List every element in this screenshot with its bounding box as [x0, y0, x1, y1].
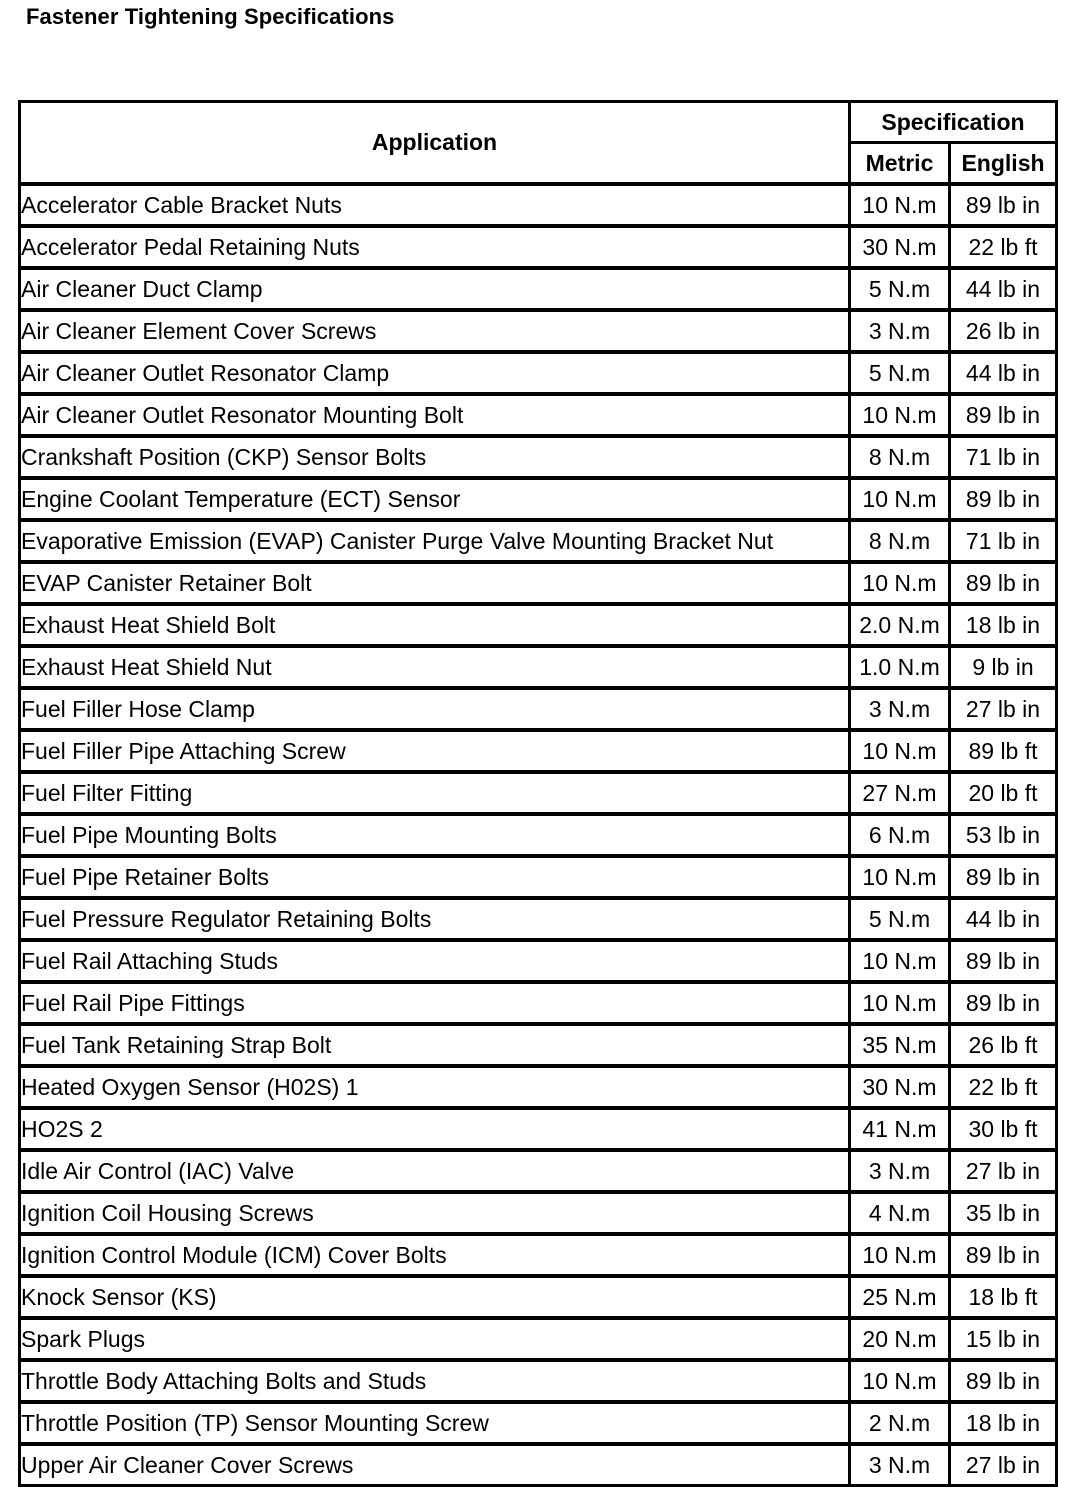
application-cell: Ignition Coil Housing Screws	[21, 1194, 851, 1236]
metric-value-cell: 30 N.m	[851, 1068, 951, 1110]
application-cell: Fuel Pipe Mounting Bolts	[21, 816, 851, 858]
metric-value-cell: 4 N.m	[851, 1194, 951, 1236]
metric-value-cell: 3 N.m	[851, 690, 951, 732]
english-value-cell: 89 lb in	[951, 564, 1055, 606]
application-cell: Throttle Body Attaching Bolts and Studs	[21, 1362, 851, 1404]
metric-value-cell: 30 N.m	[851, 228, 951, 270]
application-cell: Throttle Position (TP) Sensor Mounting Screw	[21, 1404, 851, 1446]
english-value-cell: 27 lb in	[965, 1451, 1041, 1478]
english-value-cell: 89 lb in	[951, 942, 1055, 984]
application-cell: EVAP Canister Retainer Bolt	[21, 564, 851, 606]
fastener-spec-table	[18, 100, 1058, 1487]
english-value-cell: 22 lb ft	[951, 228, 1055, 270]
english-value-cell: 89 lb in	[951, 984, 1055, 1026]
metric-value-cell: 10 N.m	[851, 564, 951, 606]
metric-value-cell: 10 N.m	[851, 984, 951, 1026]
english-value-cell: 18 lb in	[951, 606, 1055, 648]
metric-value-cell: 25 N.m	[851, 1278, 951, 1320]
table-row	[21, 732, 1055, 774]
application-cell: Fuel Filler Hose Clamp	[21, 690, 851, 732]
table-row	[21, 1404, 1055, 1446]
english-value-cell: 18 lb ft	[951, 1278, 1055, 1320]
table-row	[21, 900, 1055, 942]
metric-value-cell: 20 N.m	[851, 1320, 951, 1362]
table-row	[21, 564, 1055, 606]
metric-value-cell: 5 N.m	[851, 270, 951, 312]
table-row	[21, 1446, 1055, 1484]
metric-value-cell: 27 N.m	[851, 774, 951, 816]
english-value-cell: 89 lb in	[951, 480, 1055, 522]
application-cell: Engine Coolant Temperature (ECT) Sensor	[21, 480, 851, 522]
table-row	[21, 480, 1055, 522]
english-value-cell: 9 lb in	[951, 648, 1055, 690]
metric-value-cell: 10 N.m	[851, 1362, 951, 1404]
english-value-cell: 15 lb in	[951, 1320, 1055, 1362]
application-cell: Fuel Pressure Regulator Retaining Bolts	[21, 900, 851, 942]
english-value-cell: 26 lb ft	[951, 1026, 1055, 1068]
table-body	[21, 186, 1055, 1484]
table-row	[21, 1152, 1055, 1194]
metric-value-cell: 10 N.m	[851, 732, 951, 774]
english-value-cell: 35 lb in	[951, 1194, 1055, 1236]
table-row	[21, 1110, 1055, 1152]
english-value-cell: 89 lb ft	[951, 732, 1055, 774]
application-cell: Air Cleaner Duct Clamp	[21, 270, 851, 312]
english-value-cell: 89 lb in	[951, 396, 1055, 438]
table-header	[21, 103, 1055, 186]
metric-value-cell: 10 N.m	[851, 942, 951, 984]
table-row	[21, 270, 1055, 312]
table-row	[21, 690, 1055, 732]
application-cell: HO2S 2	[21, 1110, 851, 1152]
application-cell: Upper Air Cleaner Cover Screws	[21, 1446, 851, 1484]
application-cell: Fuel Rail Pipe Fittings	[21, 984, 851, 1026]
application-cell: Heated Oxygen Sensor (H02S) 1	[21, 1068, 851, 1110]
application-cell: Air Cleaner Element Cover Screws	[21, 312, 851, 354]
metric-value-cell: 2 N.m	[851, 1404, 951, 1446]
english-value-cell: 44 lb in	[951, 354, 1055, 396]
table-row	[21, 984, 1055, 1026]
column-header-application: Application	[21, 103, 851, 186]
application-cell: Crankshaft Position (CKP) Sensor Bolts	[21, 438, 851, 480]
application-cell: Fuel Pipe Retainer Bolts	[21, 858, 851, 900]
table-row	[21, 606, 1055, 648]
english-value-cell: 44 lb in	[951, 900, 1055, 942]
application-cell: Fuel Rail Attaching Studs	[21, 942, 851, 984]
english-value-cell: 89 lb in	[951, 1362, 1055, 1404]
table-row	[21, 1236, 1055, 1278]
metric-value-cell: 5 N.m	[851, 354, 951, 396]
metric-value-cell: 8 N.m	[851, 438, 951, 480]
english-value-cell: 20 lb ft	[951, 774, 1055, 816]
table-row	[21, 522, 1055, 564]
english-value-cell: 30 lb ft	[951, 1110, 1055, 1152]
metric-value-cell: 10 N.m	[851, 1236, 951, 1278]
metric-value-cell: 10 N.m	[851, 186, 951, 228]
metric-value-cell: 10 N.m	[851, 396, 951, 438]
metric-value-cell: 3 N.m	[851, 312, 951, 354]
table-row	[21, 858, 1055, 900]
page-title: Fastener Tightening Specifications	[26, 4, 395, 29]
table-row	[21, 1278, 1055, 1320]
application-cell: Evaporative Emission (EVAP) Canister Purge Valve Mounting Bracket Nut	[21, 522, 851, 564]
english-value-cell: 18 lb in	[951, 1404, 1055, 1446]
application-cell: Exhaust Heat Shield Nut	[21, 648, 851, 690]
english-value-cell: 44 lb in	[951, 270, 1055, 312]
english-value-cell: 89 lb in	[951, 858, 1055, 900]
metric-value-cell: 6 N.m	[851, 816, 951, 858]
application-cell: Exhaust Heat Shield Bolt	[21, 606, 851, 648]
column-header-metric: Metric	[851, 144, 951, 186]
table-row	[21, 816, 1055, 858]
metric-value-cell: 3 N.m	[851, 1152, 951, 1194]
english-value-cell: 89 lb in	[951, 1236, 1055, 1278]
english-value-cell: 27 lb in	[951, 1152, 1055, 1194]
application-cell: Accelerator Pedal Retaining Nuts	[21, 228, 851, 270]
metric-value-cell: 5 N.m	[851, 900, 951, 942]
table-row	[21, 648, 1055, 690]
table-row	[21, 1194, 1055, 1236]
column-header-specification: Specification	[851, 103, 1055, 144]
english-value-cell: 26 lb in	[951, 312, 1055, 354]
metric-value-cell: 1.0 N.m	[851, 648, 951, 690]
application-cell: Fuel Tank Retaining Strap Bolt	[21, 1026, 851, 1068]
application-cell: Fuel Filter Fitting	[21, 774, 851, 816]
application-cell: Air Cleaner Outlet Resonator Mounting Bolt	[21, 396, 851, 438]
table-row	[21, 228, 1055, 270]
english-value-cell: 71 lb in	[951, 438, 1055, 480]
application-cell: Knock Sensor (KS)	[21, 1278, 851, 1320]
table-row	[21, 312, 1055, 354]
application-cell: Accelerator Cable Bracket Nuts	[21, 186, 851, 228]
table-row	[21, 1362, 1055, 1404]
table-row	[21, 438, 1055, 480]
application-cell: Ignition Control Module (ICM) Cover Bolts	[21, 1236, 851, 1278]
metric-value-cell: 8 N.m	[851, 522, 951, 564]
application-cell: Fuel Filler Pipe Attaching Screw	[21, 732, 851, 774]
table-row	[21, 396, 1055, 438]
metric-value-cell: 10 N.m	[851, 858, 951, 900]
metric-value-cell: 35 N.m	[851, 1026, 951, 1068]
application-cell: Spark Plugs	[21, 1320, 851, 1362]
metric-value-cell: 41 N.m	[851, 1110, 951, 1152]
table-row	[21, 1068, 1055, 1110]
english-value-cell: 22 lb ft	[951, 1068, 1055, 1110]
application-cell: Air Cleaner Outlet Resonator Clamp	[21, 354, 851, 396]
metric-value-cell: 3 N.m	[851, 1446, 951, 1484]
english-value-cell: 53 lb in	[951, 816, 1055, 858]
english-value-cell: 71 lb in	[951, 522, 1055, 564]
table-row	[21, 942, 1055, 984]
table-row	[21, 1320, 1055, 1362]
column-header-english: English	[951, 144, 1055, 186]
application-cell: Idle Air Control (IAC) Valve	[21, 1152, 851, 1194]
table-row	[21, 1026, 1055, 1068]
english-value-cell: 27 lb in	[951, 690, 1055, 732]
table-row	[21, 774, 1055, 816]
table-row	[21, 186, 1055, 228]
metric-value-cell: 10 N.m	[851, 480, 951, 522]
metric-value-cell: 2.0 N.m	[851, 606, 951, 648]
english-value-cell: 89 lb in	[951, 186, 1055, 228]
table-row	[21, 354, 1055, 396]
